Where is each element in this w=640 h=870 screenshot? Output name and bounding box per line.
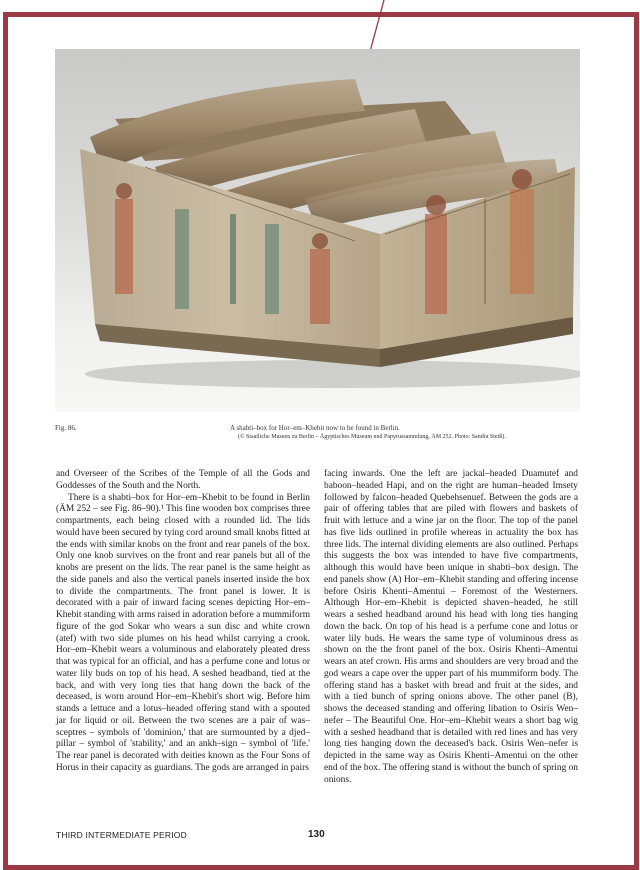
caption-text: A shabti–box for Hor–em–Khebit now to be found in Berlin.: [230, 424, 400, 432]
paragraph: There is a shabti–box for Hor–em–Khebit to be found in Berlin (ÄM 252 – see Fig. 86–90).¹ This fine wooden box comprises three compartments, each being closed with a rounded lid. The lids would have been secured by tying cord around small knobs fitted at the ends with similar knobs on the front and rear panels of the box. Only one knob survives on the front and rear panels but all of the knobs are present on the lids. The rear panel is the same height as the side panels and also the vertical panels inserted inside the box to divide the compartments. The front panel is lower. It is decorated with a pair of inward facing scenes depicting Hor–em–Khebit standing with arms raised in adoration before a mummiform figure of the god Sokar who wears a sun disc and white crown (atef) with two side plumes on his head whilst carrying a crook. Hor–em–Khebit wears a voluminous and elaborately pleated dress that was typical for an official, and has a perfume cone and lotus or water lily buds on top of his head. A seshed headband, tied at the back, and with very long ties that hang down the back of the deceased, is worn around Hor–em–Khebit's short wig. Before him stands a lettuce and a lotus–headed offering stand with a spouted jar for liquid or oil. Between the two scenes are a pair of was–sceptres – symbols of 'dominion,' that are surmounted by a djed–pillar – symbol of 'stability,' and an ankh–sign – symbol of 'life.' The rear panel is decorated with deities known as the Four Sons of Horus in their capacity as guardians. The gods are arranged in pairs: [56, 492, 310, 773]
paragraph: facing inwards. One the left are jackal–headed Duamutef and baboon–headed Hapi, and on the right are human–headed Imsety followed by falcon–headed Quebehsenuef. Between the gods are a pair of offering tables that are piled with flowers and baskets of fruit with lettuce and a wine jar on the floor. The top of the panel has five lids outlined in profile whereas in actuality the box has three lids. The internal dividing elements are also outlined. Perhaps this suggests the box was intended to have five compartments, although this would have been unique in shabti–box design. The end panels show (A) Hor–em–Khebit standing and offering incense before Osiris Khenti–Amentui – Foremost of the Westerners. Although Hor–em–Khebit is depicted shaven–headed, he still wears a seshed headband around his head with long ties hanging down the back. On top of his head is a perfume cone and lotus or water lily buds. He wears the same type of voluminous dress as shown on the the front panel of the box. Osiris Khenti–Amentui wears an atef crown. His arms and shoulders are very broad and the god wears a cape over the upper part of his mummiform body. The offering stand has a basket with bread and fruit at the sides, and with a tied bunch of spring onions above. The other panel (B), shows the deceased standing and offering libation to Osiris Wen–nefer – The Beautiful One. Hor–em–Khebit wears a short bag wig with a seshed headband that is detailed with red lines and has very long ties hanging down the deceased's back. Osiris Wen–nefer is depicted in the same way as Osiris Khenti–Amentui on the other end of the box. The offering stand is without the bunch of spring on onions.: [324, 469, 578, 785]
figure-label: Fig. 86.: [55, 424, 77, 432]
paragraph: and Overseer of the Scribes of the Temple of all the Gods and Goddesses of the South and the North.: [56, 469, 310, 491]
figure-caption: [55, 424, 580, 444]
caption-credit: (© Staatliche Museen zu Berlin – Ägyptisches Museum und Papyrussammlung, ÄM 252. Photo: Sandra Steiß).: [238, 434, 506, 440]
body-column-left: [56, 469, 310, 775]
running-footer-section: THIRD INTERMEDIATE PERIOD: [56, 830, 187, 840]
figure-photo: [55, 49, 580, 412]
body-column-right: [324, 469, 578, 786]
shabti-box-illustration: [55, 49, 580, 412]
page-number: 130: [308, 829, 325, 840]
